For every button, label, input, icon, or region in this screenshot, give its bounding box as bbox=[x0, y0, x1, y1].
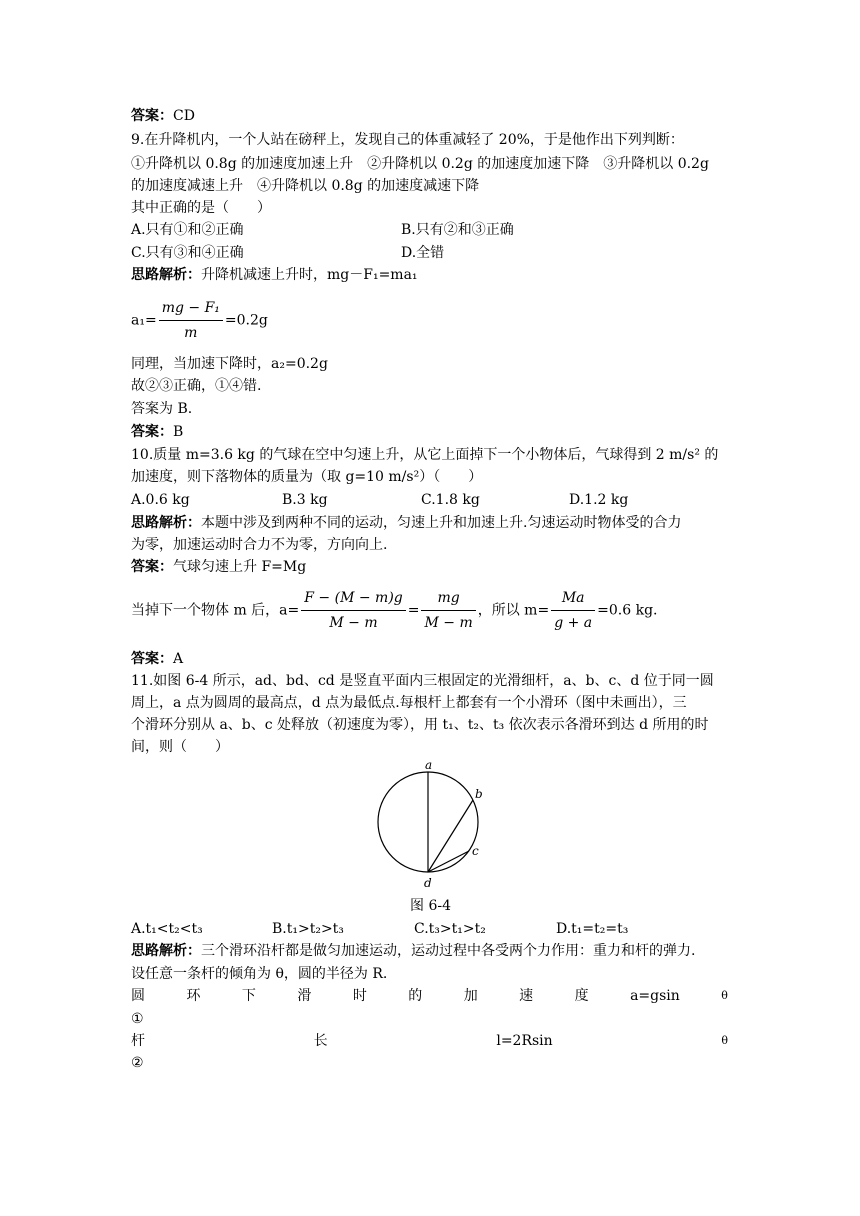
row1-word: 下 bbox=[241, 988, 256, 1004]
row1-word: 滑 bbox=[297, 988, 312, 1004]
q11-analysis-line-2: 设任意一条杆的倾角为 θ，圆的半径为 R. bbox=[131, 966, 388, 982]
row1-word: 圆 bbox=[131, 988, 145, 1004]
analysis-text: 三个滑环沿杆都是做匀加速运动，运动过程中各受两个力作用：重力和杆的弹力. bbox=[201, 943, 696, 959]
fraction-denominator: m bbox=[184, 325, 198, 341]
fraction-denominator: g + a bbox=[554, 615, 593, 631]
circle-rods-figure bbox=[372, 758, 502, 894]
q11-stem-line-1: 11.如图 6-4 所示，ad、bd、cd 是竖直平面内三根固定的光滑细杆，a、b、c、d 位于同一圆 bbox=[131, 673, 714, 689]
row1-word: 环 bbox=[186, 988, 201, 1004]
analysis-text: 本题中涉及到两种不同的运动，匀速上升和加速上升.匀速运动时物体受的合力 bbox=[201, 515, 682, 531]
equation-fraction bbox=[159, 298, 223, 343]
q9-option-b: B.只有②和③正确 bbox=[401, 222, 514, 238]
analysis-text: 升降机减速上升时，mg－F₁=ma₁ bbox=[201, 267, 418, 283]
label-c: c bbox=[472, 844, 479, 858]
answer-value: B bbox=[173, 424, 184, 440]
q9-option-d: D.全错 bbox=[401, 245, 445, 261]
row1-word: 度 bbox=[574, 988, 589, 1004]
q8-answer bbox=[131, 107, 195, 125]
row2-formula: l=2Rsin bbox=[496, 1033, 553, 1049]
equation-middle: ，所以 m= bbox=[477, 602, 550, 619]
q9-stem-line-3: 的加速度减速上升 ④升降机以 0.8g 的加速度减速下降 bbox=[131, 178, 480, 194]
q11-formula-1-number: ① bbox=[131, 1011, 144, 1027]
q10-option-a: A.0.6 kg bbox=[131, 492, 190, 508]
label-d: d bbox=[424, 876, 432, 890]
row1-word: 时 bbox=[352, 988, 367, 1004]
fraction-denominator: M − m bbox=[424, 615, 473, 631]
answer-value: CD bbox=[173, 108, 195, 124]
answer-label: 答案： bbox=[131, 651, 173, 667]
q10-option-d: D.1.2 kg bbox=[569, 492, 629, 508]
q10-stem-line-2: 加速度，则下落物体的质量为（取 g=10 m/s²）（ ） bbox=[131, 469, 483, 485]
equation-lhs: a₁= bbox=[131, 312, 157, 329]
equation-fraction-3 bbox=[551, 588, 595, 633]
q9-stem-line-2: ①升降机以 0.8g 的加速度加速上升 ②升降机以 0.2g 的加速度加速下降 ③升降机以 0.2g bbox=[131, 156, 709, 172]
analysis-label: 思路解析： bbox=[131, 515, 201, 531]
row2-word: 杆 bbox=[131, 1033, 145, 1049]
row1-word: 的 bbox=[408, 988, 423, 1004]
q11-option-c: C.t₃>t₁>t₂ bbox=[414, 921, 486, 937]
rod-bd bbox=[428, 800, 473, 872]
analysis-label: 思路解析： bbox=[131, 943, 201, 959]
row1-word: 加 bbox=[463, 988, 478, 1004]
fraction-numerator: mg bbox=[421, 588, 475, 611]
q11-stem-line-4: 间，则（ ） bbox=[131, 739, 229, 755]
q10-option-b: B.3 kg bbox=[282, 492, 328, 508]
q11-formula-row-1 bbox=[131, 987, 728, 1005]
q9-stem-line-4: 其中正确的是（ ） bbox=[131, 200, 271, 216]
label-a: a bbox=[425, 758, 433, 772]
label-b: b bbox=[475, 787, 483, 801]
equation-fraction-1 bbox=[301, 588, 405, 633]
equation-fraction-2 bbox=[421, 588, 475, 633]
equation-suffix: =0.6 kg. bbox=[597, 602, 658, 619]
q9-stem-line-1: 9.在升降机内，一个人站在磅秤上，发现自己的体重减轻了 20%，于是他作出下列判断： bbox=[131, 132, 684, 148]
q9-line-2: 同理，当加速下降时，a₂=0.2g bbox=[131, 356, 328, 372]
q9-option-c: C.只有③和④正确 bbox=[131, 245, 244, 261]
q11-stem-line-2: 周上，a 点为圆周的最高点，d 点为最低点.每根杆上都套有一个小滑环（图中未画出），三 bbox=[131, 695, 687, 711]
q10-answer-intro bbox=[131, 558, 306, 576]
q10-stem-line-1: 10.质量 m=3.6 kg 的气球在空中匀速上升，从它上面掉下一个小物体后，气球得到 2 m/s² 的 bbox=[131, 447, 719, 463]
row2-word: 长 bbox=[313, 1033, 328, 1049]
row2-theta: θ bbox=[721, 1034, 728, 1047]
q11-formula-2-number: ② bbox=[131, 1055, 144, 1071]
row1-formula: a=gsin bbox=[630, 988, 680, 1004]
q10-final-answer bbox=[131, 650, 183, 668]
q9-option-a: A.只有①和②正确 bbox=[131, 222, 244, 238]
q11-option-b: B.t₁>t₂>t₃ bbox=[272, 921, 344, 937]
q9-line-4: 答案为 B. bbox=[131, 401, 193, 417]
answer-value: A bbox=[173, 651, 184, 667]
q10-equation bbox=[131, 588, 658, 633]
q10-analysis-line-1 bbox=[131, 514, 681, 532]
row1-theta: θ bbox=[721, 989, 728, 1002]
q11-formula-row-2 bbox=[131, 1032, 728, 1050]
analysis-label: 思路解析： bbox=[131, 267, 201, 283]
q10-option-c: C.1.8 kg bbox=[421, 492, 480, 508]
fraction-denominator: M − m bbox=[329, 615, 378, 631]
equation-rhs: =0.2g bbox=[224, 312, 268, 329]
q9-equation bbox=[131, 298, 268, 343]
answer-text: 气球匀速上升 F=Mg bbox=[173, 559, 307, 575]
fraction-numerator: Ma bbox=[551, 588, 595, 611]
answer-label: 答案： bbox=[131, 559, 173, 575]
figure-caption: 图 6-4 bbox=[410, 898, 451, 914]
row1-word: 速 bbox=[519, 988, 534, 1004]
equals-sign: = bbox=[407, 602, 420, 619]
q11-analysis-line-1 bbox=[131, 942, 695, 960]
q9-analysis bbox=[131, 266, 418, 284]
answer-label: 答案： bbox=[131, 108, 173, 124]
q9-answer bbox=[131, 423, 183, 441]
answer-label: 答案： bbox=[131, 424, 173, 440]
q10-analysis-line-2: 为零，加速运动时合力不为零，方向向上. bbox=[131, 537, 388, 553]
equation-prefix: 当掉下一个物体 m 后，a= bbox=[131, 602, 300, 619]
fraction-numerator: F − (M − m)g bbox=[301, 588, 405, 611]
q11-stem-line-3: 个滑环分别从 a、b、c 处释放（初速度为零），用 t₁、t₂、t₃ 依次表示各滑环到达 d 所用的时 bbox=[131, 717, 709, 733]
q11-option-a: A.t₁<t₂<t₃ bbox=[131, 921, 203, 937]
q11-option-d: D.t₁=t₂=t₃ bbox=[556, 921, 629, 937]
q9-line-3: 故②③正确，①④错. bbox=[131, 378, 262, 394]
fraction-numerator: mg − F₁ bbox=[159, 298, 223, 321]
